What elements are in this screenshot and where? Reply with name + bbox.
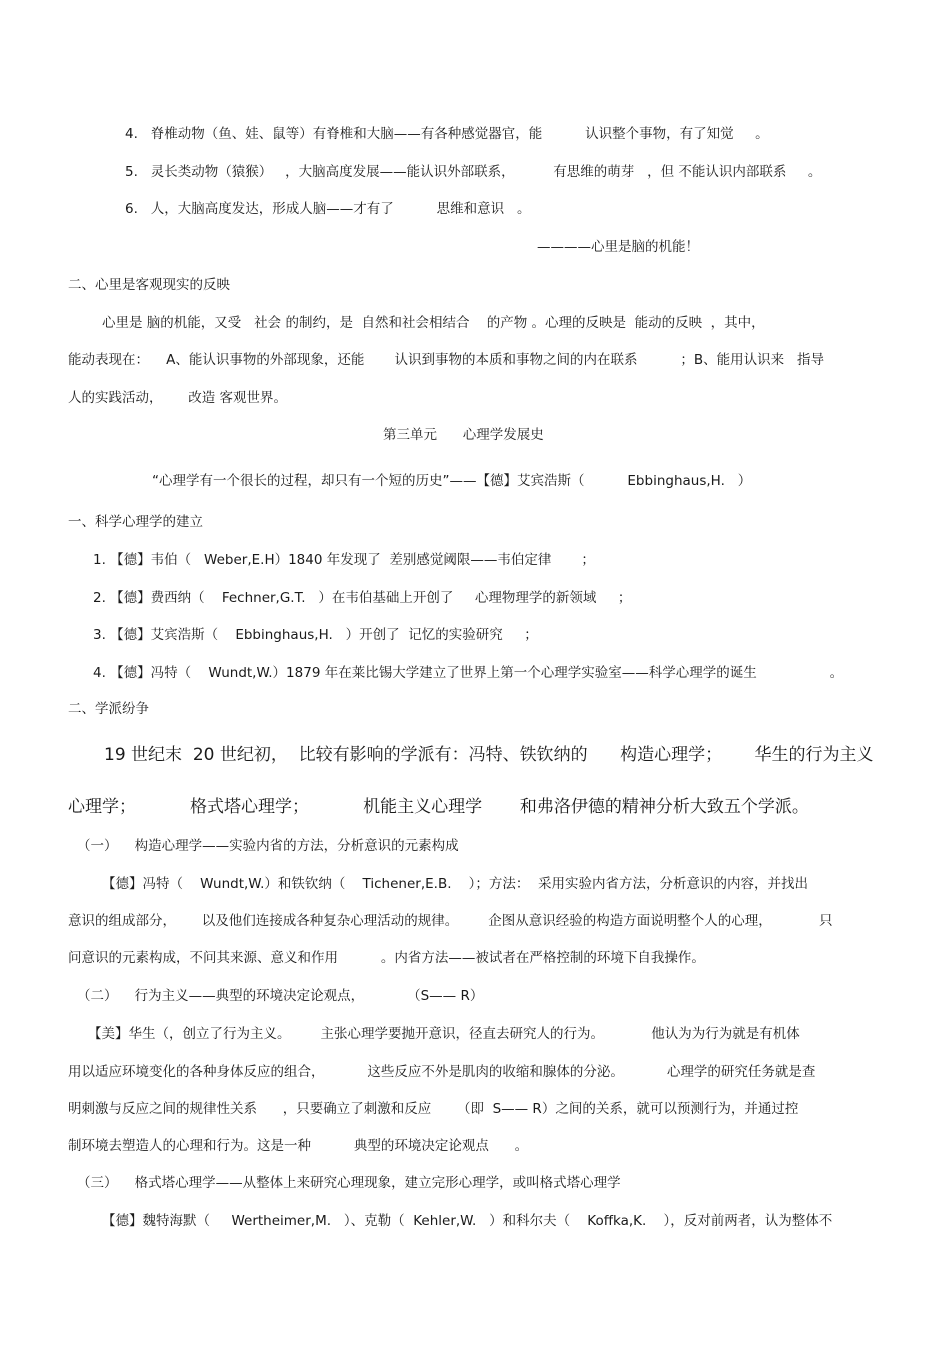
paragraph-line: 制环境去塑造人的心理和行为。这是一种 典型的环境决定论观点 。 xyxy=(68,1138,529,1154)
paragraph-line: 问意识的元素构成，不问其来源、意义和作用 。内省方法——被试者在严格控制的环境下自我操作。 xyxy=(68,950,705,966)
section-heading: 二、心里是客观现实的反映 xyxy=(68,277,230,293)
paragraph-line: 心里是 脑的机能，又受 社会 的制约，是 自然和社会相结合 的产物 。心理的反映是 能动的反映 ，其中， xyxy=(102,315,765,331)
quote-line: “心理学有一个很长的过程，却只有一个短的历史”——【德】艾宾浩斯（ Ebbinghaus,H. ） xyxy=(152,473,752,489)
paragraph-line: 能动表现在： A、能认识事物的外部现象，还能 认识到事物的本质和事物之间的内在联系 ；B、能用认识来 指导 xyxy=(68,352,824,368)
unit-title: 第三单元 心理学发展史 xyxy=(383,427,544,443)
subsection-heading: （三） 格式塔心理学——从整体上来研究心理现象，建立完形心理学，或叫格式塔心理学 xyxy=(77,1175,621,1191)
section-heading: 二、学派纷争 xyxy=(68,701,149,717)
list-item: 3. 【德】艾宾浩斯（ Ebbinghaus,H. ）开创了 记忆的实验研究 ； xyxy=(93,627,538,643)
list-item: 2. 【德】费西纳（ Fechner,G.T. ）在韦伯基础上开创了 心理物理学的新领域 ； xyxy=(93,590,632,606)
list-item: 5. 灵长类动物（猿猴） ，大脑高度发展——能认识外部联系， 有思维的萌芽 ，但 不能认识内部联系 。 xyxy=(125,164,822,180)
paragraph-line: 明刺激与反应之间的规律性关系 ，只要确立了刺激和反应 （即 S—— R）之间的关系，就可以预测行为，并通过控 xyxy=(68,1101,799,1117)
paragraph-line: 意识的组成部分， 以及他们连接成各种复杂心理活动的规律。 企图从意识经验的构造方面说明整个人的心理， 只 xyxy=(68,913,833,929)
paragraph-line: 19 世纪末 20 世纪初， 比较有影响的学派有：冯特、铁钦纳的 构造心理学； 华生的行为主义 xyxy=(104,745,874,765)
list-item: 4. 【德】冯特（ Wundt,W.）1879 年在莱比锡大学建立了世界上第一个心理学实验室——科学心理学的诞生 。 xyxy=(93,665,844,681)
paragraph-line: 【德】魏特海默（ Wertheimer,M. ）、克勒（ Kehler,W. ）和科尔夫（ Koffka,K. ），反对前两者，认为整体不 xyxy=(102,1213,833,1229)
section-heading: 一、科学心理学的建立 xyxy=(68,514,203,530)
paragraph-line: 人的实践活动， 改造 客观世界。 xyxy=(68,390,288,406)
subsection-heading: （一） 构造心理学——实验内省的方法，分析意识的元素构成 xyxy=(77,838,459,854)
paragraph-line: 【德】冯特（ Wundt,W.）和铁钦纳（ Tichener,E.B. ）；方法： 采用实验内省方法，分析意识的内容，并找出 xyxy=(102,876,808,892)
paragraph-line: 心理学； 格式塔心理学； 机能主义心理学 和弗洛伊德的精神分析大致五个学派。 xyxy=(68,797,809,817)
closing-line: ————心里是脑的机能！ xyxy=(537,239,699,255)
list-item: 1. 【德】韦伯（ Weber,E.H）1840 年发现了 差别感觉阈限——韦伯定律 ； xyxy=(93,552,595,568)
list-item: 4. 脊椎动物（鱼、娃、鼠等）有脊椎和大脑——有各种感觉器官，能 认识整个事物，有了知觉 。 xyxy=(125,126,769,142)
subsection-heading: （二） 行为主义——典型的环境决定论观点， （S—— R） xyxy=(77,988,484,1004)
paragraph-line: 【美】华生（，创立了行为主义。 主张心理学要抛开意识，径直去研究人的行为。 他认为为行为就是有机体 xyxy=(88,1026,800,1042)
list-item: 6. 人，大脑高度发达，形成人脑——才有了 思维和意识 。 xyxy=(125,201,531,217)
paragraph-line: 用以适应环境变化的各种身体反应的组合， 这些反应不外是肌肉的收缩和腺体的分泌。 心理学的研究任务就是查 xyxy=(68,1064,816,1080)
